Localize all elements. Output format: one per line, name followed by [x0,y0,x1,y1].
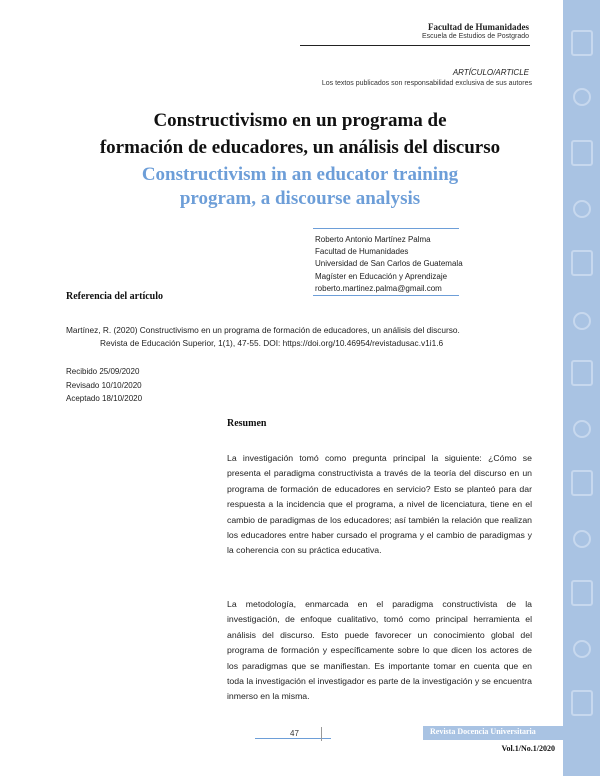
author-name: Roberto Antonio Martínez Palma [315,235,431,244]
abstract-paragraph-2: La metodología, enmarcada en el paradigma constructivista de la investigación, de enfoque cualitativo, tomó como principal herramienta el análisis del discurso. Esto puede favorecer un conocimiento global del programa de formación y específicamente sobre lo que dicen los actores de los paradigmas que se manifiestan. Es importante tomar en cuenta que en toda la investigación el investigador es parte de la investigación y se encuentra inmerso en la misma. [227,599,532,702]
author-block [315,234,463,295]
magnifier-icon [573,312,591,330]
author-email[interactable]: roberto.martinez.palma@gmail.com [315,283,442,293]
magnifier-icon [573,640,591,658]
footer-divider [255,738,331,739]
accepted-date: Aceptado 18/10/2020 [66,394,143,403]
magnifier-icon [573,530,591,548]
citation [66,324,546,350]
document-icon [571,360,593,386]
document-icon [571,690,593,716]
volume-label: Vol.1/No.1/2020 [501,744,555,753]
received-date: Recibido 25/09/2020 [66,367,140,376]
author-university: Universidad de San Carlos de Guatemala [315,259,463,269]
document-icon [571,30,593,56]
revised-date: Revisado 10/10/2020 [66,380,142,390]
document-icon [571,580,593,606]
responsibility-note: Los textos publicados son responsabilidad exclusiva de sus autores [321,80,532,87]
abstract-heading: Resumen [227,418,267,429]
title-english-line2: program, a discourse analysis [179,188,421,209]
magnifier-icon [573,420,591,438]
author-divider-top [313,228,459,229]
title-spanish [0,107,600,161]
page-number: 47 [290,729,299,738]
dates-block [66,365,142,406]
article-type-label: ARTÍCULO/ARTICLE [452,68,529,77]
author-degree: Magíster en Educación y Aprendizaje [315,271,448,281]
author-faculty: Facultad de Humanidades [315,247,409,257]
document-icon [571,250,593,276]
faculty-name: Facultad de Humanidades [427,22,529,32]
school-name: Escuela de Estudios de Postgrado [421,33,529,40]
journal-name: Revista Docencia Universitaria [430,727,536,736]
title-spanish-line1: Constructivismo en un programa de [153,110,447,131]
citation-line2[interactable]: Revista de Educación Superior, 1(1), 47-55. DOI: https://doi.org/10.46954/revistadusac.v1i1.6 [100,338,444,348]
document-icon [571,470,593,496]
magnifier-icon [573,88,591,106]
title-spanish-line2: formación de educadores, un análisis del discurso [99,137,501,158]
reference-heading: Referencia del artículo [66,291,164,302]
title-english [0,163,600,211]
abstract-paragraph-1: La investigación tomó como pregunta principal la siguiente: ¿Cómo se presenta el paradigma constructivista a través de la teoría del discurso en un programa de formación de educadores en servicio? Esto se planteó para dar respuesta a la incidencia que el programa, a nivel de licenciatura, tiene en el cambio de paradigmas de los educadores; así también la relación que realizan los educadores entre haber cursado el programa y el cambio de paradigmas y la coherencia con su práctica educativa. [227,453,532,556]
title-english-line1: Constructivism in an educator training [141,164,459,185]
header-divider [300,45,530,46]
author-divider-bottom [313,295,459,296]
citation-line1: Martínez, R. (2020) Constructivismo en un programa de formación de educadores, un análisis del discurso. [66,325,460,335]
footer-vertical-divider [321,727,322,741]
